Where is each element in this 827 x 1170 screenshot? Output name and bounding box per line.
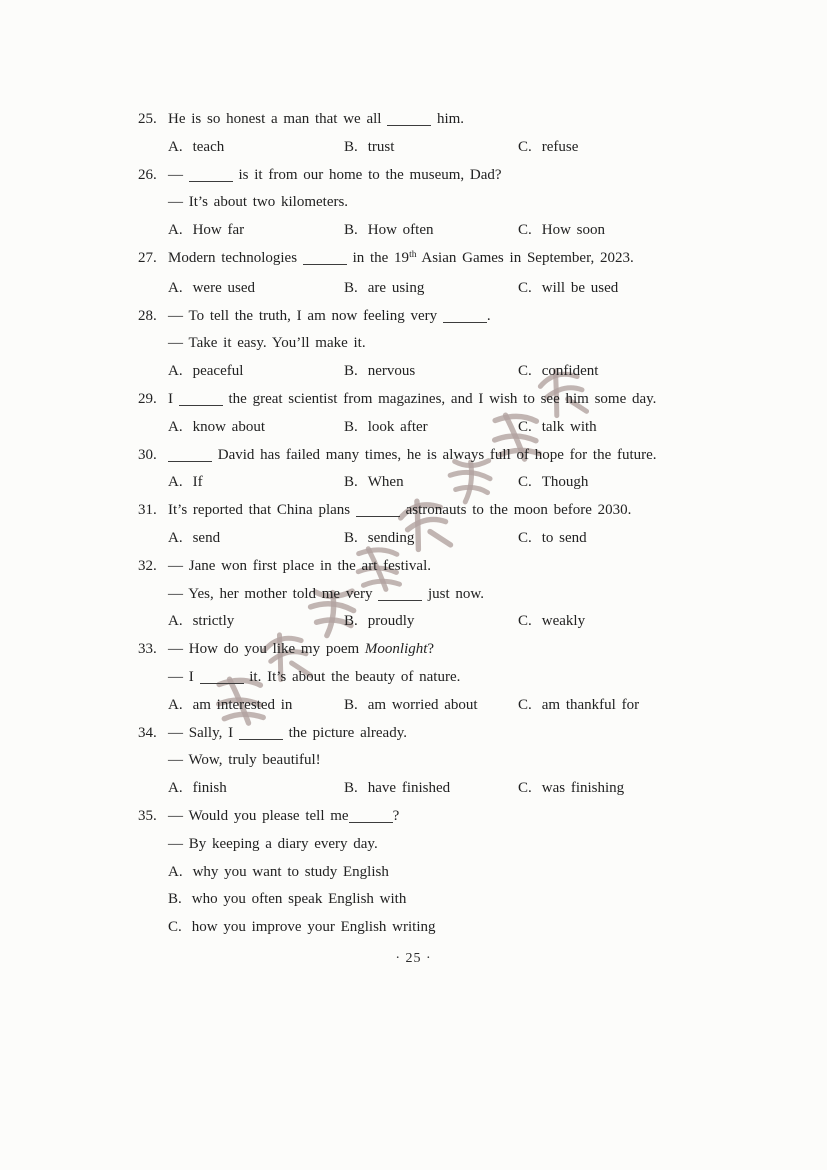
option-label: A. bbox=[168, 613, 183, 630]
question-line bbox=[168, 664, 778, 692]
question-line bbox=[168, 803, 778, 831]
question-text: the picture already. bbox=[282, 724, 407, 741]
option-text: to send bbox=[541, 529, 587, 546]
option-label: A. bbox=[168, 696, 183, 713]
answer-blank bbox=[168, 449, 212, 462]
option-item bbox=[168, 775, 344, 803]
option-label: C. bbox=[518, 696, 532, 713]
option-label: B. bbox=[168, 891, 182, 908]
question-number: 28. bbox=[138, 307, 157, 324]
question-number: 35. bbox=[138, 807, 157, 824]
question-text: — Would you please tell me bbox=[168, 807, 349, 824]
option-item bbox=[168, 886, 778, 914]
options-row bbox=[168, 692, 778, 720]
question-line bbox=[168, 303, 778, 331]
question-text: the great scientist from magazines, and I wish to see him some day. bbox=[222, 390, 657, 407]
question-number: 25. bbox=[138, 111, 157, 127]
option-item bbox=[518, 358, 778, 386]
option-label: A. bbox=[168, 529, 183, 546]
option-item bbox=[168, 692, 344, 720]
option-label: B. bbox=[344, 279, 358, 296]
question-text: astronauts to the moon before 2030. bbox=[399, 502, 632, 519]
question-body bbox=[168, 386, 778, 442]
option-text: are using bbox=[367, 279, 425, 296]
question-line bbox=[168, 106, 778, 134]
option-text: send bbox=[192, 529, 221, 546]
question-row bbox=[138, 106, 778, 162]
question-text: — Take it easy. You’ll make it. bbox=[168, 335, 366, 352]
question-text: David has failed many times, he is always full of hope for the future. bbox=[212, 446, 657, 463]
question-row bbox=[138, 442, 778, 498]
superscript-text: th bbox=[409, 249, 417, 260]
answer-blank bbox=[378, 588, 422, 601]
option-label: A. bbox=[168, 279, 183, 296]
option-text: trust bbox=[367, 138, 395, 155]
question-line bbox=[168, 497, 778, 525]
option-label: A. bbox=[168, 222, 183, 239]
option-item bbox=[168, 608, 344, 636]
question-text: . bbox=[486, 307, 491, 324]
question-text: — I bbox=[168, 668, 200, 685]
option-text: proudly bbox=[367, 613, 415, 630]
option-label: B. bbox=[344, 418, 358, 435]
question-row bbox=[138, 720, 778, 803]
question-text: He is so honest a man that we all bbox=[168, 111, 388, 127]
option-label: C. bbox=[518, 780, 532, 797]
question-text: is it from our home to the museum, Dad? bbox=[232, 166, 502, 183]
answer-blank bbox=[179, 393, 223, 406]
option-item bbox=[168, 275, 344, 303]
option-text: will be used bbox=[541, 279, 619, 296]
question-line bbox=[168, 189, 778, 217]
option-text: peaceful bbox=[192, 363, 244, 380]
question-line bbox=[168, 442, 778, 470]
question-item bbox=[138, 442, 778, 498]
question-text: — It’s about two kilometers. bbox=[168, 194, 349, 211]
option-text: weakly bbox=[541, 613, 586, 630]
question-line bbox=[168, 386, 778, 414]
option-text: talk with bbox=[541, 418, 597, 435]
question-text: — Sally, I bbox=[168, 724, 239, 741]
question-body bbox=[168, 720, 778, 803]
question-item bbox=[138, 553, 778, 636]
option-text: was finishing bbox=[541, 780, 625, 797]
page-number: · 25 · bbox=[395, 951, 432, 966]
question-text: just now. bbox=[422, 585, 485, 602]
question-line bbox=[168, 330, 778, 358]
option-item bbox=[344, 525, 518, 553]
question-item bbox=[138, 720, 778, 803]
option-label: B. bbox=[344, 222, 358, 239]
option-label: B. bbox=[344, 529, 358, 546]
option-item bbox=[168, 414, 344, 442]
option-item bbox=[168, 469, 344, 497]
question-line bbox=[168, 162, 778, 190]
question-body bbox=[168, 553, 778, 636]
question-text: — Wow, truly beautiful! bbox=[168, 752, 321, 769]
answer-blank bbox=[303, 252, 347, 265]
option-item bbox=[518, 692, 778, 720]
option-label: A. bbox=[168, 863, 183, 880]
option-label: C. bbox=[518, 363, 532, 380]
question-text: in the 19 bbox=[346, 249, 410, 266]
question-text: It’s reported that China plans bbox=[168, 502, 356, 519]
option-item bbox=[168, 217, 344, 245]
option-text: How soon bbox=[541, 222, 606, 239]
options-row bbox=[168, 134, 778, 162]
answer-blank bbox=[239, 727, 283, 740]
question-text: him. bbox=[431, 111, 465, 127]
option-item bbox=[518, 275, 778, 303]
option-label: A. bbox=[168, 363, 183, 380]
question-number: 33. bbox=[138, 641, 157, 658]
question-line bbox=[168, 831, 778, 859]
option-item bbox=[168, 859, 778, 887]
question-number: 32. bbox=[138, 557, 157, 574]
option-label: A. bbox=[168, 780, 183, 797]
options-row bbox=[168, 275, 778, 303]
option-text: finish bbox=[192, 780, 227, 797]
option-text: teach bbox=[192, 138, 225, 155]
option-label: B. bbox=[344, 363, 358, 380]
question-row bbox=[138, 636, 778, 719]
question-text: Asian Games in September, 2023. bbox=[416, 249, 634, 266]
option-item bbox=[518, 469, 778, 497]
option-text: nervous bbox=[367, 363, 416, 380]
question-item bbox=[138, 106, 778, 162]
option-item bbox=[344, 414, 518, 442]
question-row bbox=[138, 162, 778, 245]
option-text: Though bbox=[541, 474, 589, 491]
question-number: 27. bbox=[138, 249, 157, 266]
question-row bbox=[138, 303, 778, 386]
question-body bbox=[168, 245, 778, 303]
question-text: — By keeping a diary every day. bbox=[168, 835, 378, 852]
question-number: 31. bbox=[138, 502, 157, 519]
option-label: B. bbox=[344, 138, 358, 155]
question-number: 29. bbox=[138, 390, 157, 407]
question-line bbox=[168, 581, 778, 609]
option-label: C. bbox=[518, 474, 532, 491]
question-number: 30. bbox=[138, 446, 157, 463]
question-body bbox=[168, 636, 778, 719]
question-body bbox=[168, 497, 778, 553]
option-item bbox=[518, 775, 778, 803]
question-list bbox=[138, 106, 778, 942]
option-label: C. bbox=[518, 418, 532, 435]
option-item bbox=[344, 358, 518, 386]
question-item bbox=[138, 303, 778, 386]
question-item bbox=[138, 803, 778, 942]
option-label: B. bbox=[344, 780, 358, 797]
question-line bbox=[168, 245, 778, 275]
question-text: — How do you like my poem bbox=[168, 641, 365, 658]
question-text: Modern technologies bbox=[168, 249, 303, 266]
option-text: If bbox=[192, 474, 203, 491]
option-label: C. bbox=[168, 919, 182, 936]
question-row bbox=[138, 386, 778, 442]
option-label: C. bbox=[518, 279, 532, 296]
option-text: confident bbox=[541, 363, 599, 380]
option-text: How far bbox=[192, 222, 245, 239]
question-item bbox=[138, 162, 778, 245]
option-item bbox=[344, 469, 518, 497]
question-body bbox=[168, 106, 778, 162]
option-item bbox=[344, 608, 518, 636]
option-label: B. bbox=[344, 474, 358, 491]
option-label: C. bbox=[518, 138, 532, 155]
option-text: why you want to study English bbox=[192, 863, 389, 880]
option-text: am worried about bbox=[367, 696, 478, 713]
options-row bbox=[168, 414, 778, 442]
option-item bbox=[518, 525, 778, 553]
option-text: How often bbox=[367, 222, 434, 239]
question-item bbox=[138, 497, 778, 553]
option-text: were used bbox=[192, 279, 255, 296]
answer-blank bbox=[200, 671, 244, 684]
option-item bbox=[344, 217, 518, 245]
question-row bbox=[138, 245, 778, 303]
option-label: A. bbox=[168, 418, 183, 435]
question-text: ? bbox=[392, 807, 400, 824]
question-body bbox=[168, 803, 778, 942]
option-label: B. bbox=[344, 613, 358, 630]
options-row bbox=[168, 608, 778, 636]
question-text: it. It’s about the beauty of nature. bbox=[243, 668, 461, 685]
option-label: C. bbox=[518, 222, 532, 239]
italic-text: Moonlight bbox=[364, 641, 428, 658]
options-row bbox=[168, 358, 778, 386]
option-label: B. bbox=[344, 696, 358, 713]
question-item bbox=[138, 386, 778, 442]
option-text: look after bbox=[367, 418, 428, 435]
option-item bbox=[344, 775, 518, 803]
option-item bbox=[518, 414, 778, 442]
option-text: am thankful for bbox=[541, 696, 640, 713]
question-item bbox=[138, 636, 778, 719]
option-item bbox=[168, 358, 344, 386]
question-line bbox=[168, 636, 778, 664]
option-text: refuse bbox=[541, 138, 579, 155]
options-row bbox=[168, 775, 778, 803]
question-line bbox=[168, 553, 778, 581]
option-item bbox=[518, 217, 778, 245]
answer-blank bbox=[443, 310, 487, 323]
question-row bbox=[138, 553, 778, 636]
options-row bbox=[168, 469, 778, 497]
option-text: sending bbox=[367, 529, 415, 546]
options-row bbox=[168, 217, 778, 245]
option-item bbox=[518, 608, 778, 636]
option-item bbox=[168, 525, 344, 553]
question-text: — Yes, her mother told me very bbox=[168, 585, 379, 602]
option-text: know about bbox=[192, 418, 266, 435]
option-item bbox=[168, 134, 344, 162]
option-text: am interested in bbox=[192, 696, 293, 713]
question-body bbox=[168, 442, 778, 498]
option-text: have finished bbox=[367, 780, 451, 797]
question-number: 26. bbox=[138, 166, 157, 183]
option-text: strictly bbox=[192, 613, 235, 630]
answer-blank bbox=[387, 113, 431, 126]
question-text: — To tell the truth, I am now feeling very bbox=[168, 307, 443, 324]
question-row bbox=[138, 497, 778, 553]
option-label: C. bbox=[518, 529, 532, 546]
answer-blank bbox=[349, 810, 393, 823]
option-label: A. bbox=[168, 138, 183, 155]
option-item bbox=[344, 692, 518, 720]
answer-blank bbox=[189, 169, 233, 182]
question-text: ? bbox=[427, 641, 435, 658]
question-item bbox=[138, 245, 778, 303]
options-row bbox=[168, 525, 778, 553]
option-text: who you often speak English with bbox=[191, 891, 407, 908]
question-text: — Jane won first place in the art festival. bbox=[168, 557, 432, 574]
option-item bbox=[168, 914, 778, 942]
option-text: When bbox=[367, 474, 404, 491]
option-item bbox=[344, 134, 518, 162]
question-text: I bbox=[168, 390, 179, 407]
option-label: A. bbox=[168, 474, 183, 491]
option-item bbox=[344, 275, 518, 303]
question-body bbox=[168, 303, 778, 386]
question-row bbox=[138, 803, 778, 942]
question-text: — bbox=[168, 166, 189, 183]
question-line bbox=[168, 747, 778, 775]
answer-blank bbox=[356, 504, 400, 517]
option-text: how you improve your English writing bbox=[191, 919, 436, 936]
question-body bbox=[168, 162, 778, 245]
question-number: 34. bbox=[138, 724, 157, 741]
option-item bbox=[518, 134, 778, 162]
option-label: C. bbox=[518, 613, 532, 630]
question-line bbox=[168, 720, 778, 748]
